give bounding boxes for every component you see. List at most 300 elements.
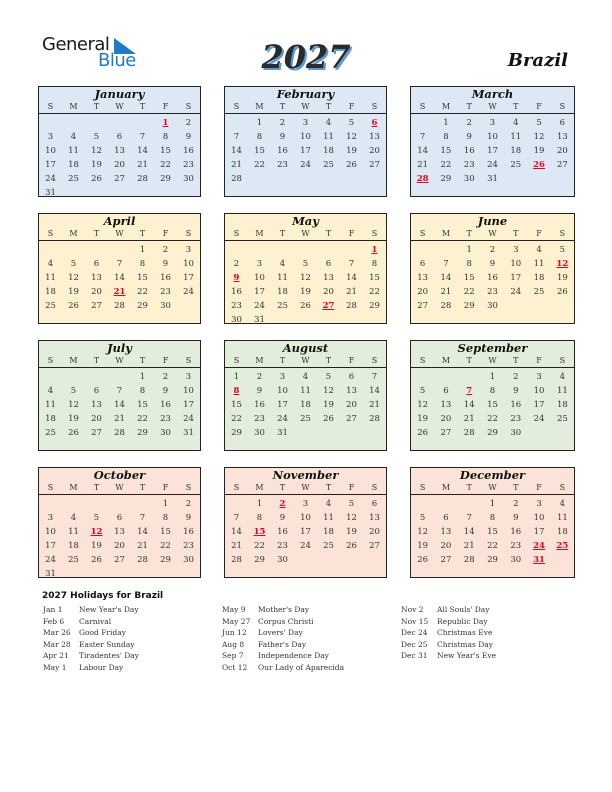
day-cell: 6 xyxy=(116,132,123,142)
empty-cell xyxy=(108,497,131,511)
weekday-label: S xyxy=(185,483,192,492)
day-cell: 27 xyxy=(417,301,429,311)
holiday-item xyxy=(401,616,496,628)
holiday-day-cell: 7 xyxy=(466,386,473,396)
day-cell: 24 xyxy=(45,555,56,565)
day-cell: 27 xyxy=(440,428,452,438)
weekday-header xyxy=(225,101,386,114)
day-cell: 9 xyxy=(466,132,472,142)
day-cell: 6 xyxy=(559,118,566,128)
holiday-day-cell: 12 xyxy=(90,527,103,537)
weekday-label: W xyxy=(301,102,310,111)
day-cell: 12 xyxy=(417,400,429,410)
day-cell: 26 xyxy=(68,301,79,311)
weekday-label: S xyxy=(371,229,378,238)
day-cell: 12 xyxy=(91,146,102,156)
day-cell: 11 xyxy=(556,513,568,523)
weekday-label: F xyxy=(162,356,169,365)
day-grid xyxy=(39,370,200,440)
day-cell: 5 xyxy=(536,118,542,128)
day-cell: 6 xyxy=(116,513,123,523)
weekday-label: T xyxy=(325,102,332,111)
day-cell: 2 xyxy=(279,118,286,128)
day-cell: 15 xyxy=(487,527,498,537)
weekday-label: S xyxy=(419,483,426,492)
day-cell: 23 xyxy=(183,541,194,551)
weekday-header xyxy=(225,482,386,495)
day-cell: 28 xyxy=(137,555,148,565)
weekday-header xyxy=(39,355,200,368)
day-cell: 28 xyxy=(369,414,380,424)
day-cell: 20 xyxy=(114,541,125,551)
empty-cell xyxy=(108,243,131,257)
weekday-label: T xyxy=(139,102,146,111)
weekday-label: T xyxy=(279,102,286,111)
day-cell: 14 xyxy=(346,273,357,283)
weekday-label: T xyxy=(466,356,472,365)
day-cell: 13 xyxy=(556,132,568,142)
day-cell: 16 xyxy=(254,400,265,410)
page-title: 2027 xyxy=(261,38,351,76)
weekday-header xyxy=(411,228,574,241)
day-cell: 20 xyxy=(440,541,452,551)
day-cell: 24 xyxy=(183,287,194,297)
day-cell: 28 xyxy=(346,301,357,311)
day-cell: 7 xyxy=(233,132,240,142)
empty-cell xyxy=(39,243,62,257)
day-cell: 24 xyxy=(183,414,194,424)
day-cell: 17 xyxy=(533,527,545,537)
logo-text-blue: Blue xyxy=(98,50,136,71)
holiday-date: Sep 7 xyxy=(222,651,244,660)
day-cell: 6 xyxy=(443,513,449,523)
weekday-label: T xyxy=(513,229,519,238)
empty-cell xyxy=(62,243,85,257)
day-cell: 18 xyxy=(68,541,79,551)
day-cell: 28 xyxy=(231,555,242,565)
day-cell: 26 xyxy=(417,428,429,438)
day-cell: 2 xyxy=(466,118,472,128)
empty-cell xyxy=(131,497,154,511)
day-cell: 16 xyxy=(277,527,288,537)
month-april xyxy=(38,213,201,324)
empty-cell xyxy=(85,116,108,130)
weekday-label: M xyxy=(441,356,451,365)
month-may xyxy=(224,213,387,324)
day-cell: 20 xyxy=(440,414,452,424)
day-cell: 3 xyxy=(256,259,263,269)
day-cell: 29 xyxy=(137,428,148,438)
weekday-label: F xyxy=(536,483,542,492)
holiday-date: May 27 xyxy=(222,616,251,626)
day-cell: 8 xyxy=(139,259,146,269)
day-cell: 25 xyxy=(323,541,334,551)
day-cell: 16 xyxy=(510,527,522,537)
day-cell: 22 xyxy=(487,541,498,551)
day-cell: 27 xyxy=(91,428,102,438)
day-cell: 8 xyxy=(466,259,472,269)
holiday-item xyxy=(43,662,139,674)
weekday-label: W xyxy=(488,229,497,238)
day-cell: 13 xyxy=(369,132,380,142)
weekday-label: F xyxy=(536,229,542,238)
day-cell: 9 xyxy=(185,132,192,142)
holiday-date: Jun 12 xyxy=(222,628,247,637)
day-cell: 22 xyxy=(440,160,452,170)
day-cell: 4 xyxy=(70,132,77,142)
day-cell: 18 xyxy=(556,527,568,537)
month-name: July xyxy=(107,341,132,355)
holiday-item xyxy=(222,662,344,674)
logo-text-general: General xyxy=(42,34,110,55)
day-cell: 2 xyxy=(489,245,496,255)
day-cell: 6 xyxy=(443,386,449,396)
day-cell: 13 xyxy=(417,273,429,283)
day-cell: 17 xyxy=(487,146,498,156)
day-cell: 10 xyxy=(183,259,194,269)
day-cell: 28 xyxy=(137,174,148,184)
day-cell: 14 xyxy=(137,146,148,156)
weekday-header xyxy=(39,228,200,241)
day-cell: 22 xyxy=(137,414,148,424)
day-cell: 18 xyxy=(277,287,288,297)
holiday-item xyxy=(222,616,344,628)
day-cell: 1 xyxy=(443,118,449,128)
holiday-date: Mar 28 xyxy=(43,639,71,649)
holiday-name: Tiradentes' Day xyxy=(79,651,139,660)
weekday-label: M xyxy=(255,483,264,492)
day-cell: 1 xyxy=(256,499,263,509)
day-cell: 15 xyxy=(137,273,148,283)
weekday-label: S xyxy=(47,102,54,111)
day-cell: 3 xyxy=(536,499,542,509)
day-cell: 20 xyxy=(556,146,568,156)
day-cell: 4 xyxy=(513,118,519,128)
day-cell: 29 xyxy=(160,555,171,565)
holiday-day-cell: 28 xyxy=(416,174,429,184)
holiday-item xyxy=(401,627,496,639)
day-cell: 13 xyxy=(91,400,102,410)
holiday-item xyxy=(222,604,344,616)
weekday-label: F xyxy=(348,229,355,238)
holiday-name: Lovers' Day xyxy=(258,628,303,637)
holiday-date: Feb 6 xyxy=(43,616,65,626)
day-cell: 15 xyxy=(440,146,452,156)
empty-cell xyxy=(85,243,108,257)
day-cell: 14 xyxy=(463,527,475,537)
day-cell: 15 xyxy=(463,273,475,283)
weekday-label: T xyxy=(513,483,519,492)
day-cell: 10 xyxy=(487,132,498,142)
day-cell: 25 xyxy=(556,414,568,424)
day-cell: 11 xyxy=(277,273,288,283)
day-cell: 25 xyxy=(510,160,522,170)
day-cell: 8 xyxy=(489,513,496,523)
holiday-day-cell: 9 xyxy=(233,273,240,283)
day-cell: 17 xyxy=(533,400,545,410)
weekday-header xyxy=(225,228,386,241)
holiday-date: Apr 21 xyxy=(43,651,69,660)
day-grid xyxy=(225,116,386,186)
day-cell: 11 xyxy=(556,386,568,396)
day-cell: 9 xyxy=(513,386,519,396)
day-cell: 23 xyxy=(277,160,288,170)
day-cell: 5 xyxy=(70,259,77,269)
weekday-label: F xyxy=(348,356,355,365)
holiday-item xyxy=(401,604,496,616)
day-cell: 30 xyxy=(277,555,288,565)
day-cell: 4 xyxy=(47,386,54,396)
day-cell: 4 xyxy=(302,372,309,382)
day-grid xyxy=(411,497,574,567)
empty-cell xyxy=(434,497,457,511)
day-cell: 27 xyxy=(369,160,380,170)
day-cell: 7 xyxy=(139,513,146,523)
day-cell: 26 xyxy=(91,174,102,184)
day-cell: 8 xyxy=(139,386,146,396)
day-cell: 9 xyxy=(513,513,519,523)
day-cell: 3 xyxy=(536,372,542,382)
day-cell: 14 xyxy=(114,400,125,410)
day-cell: 17 xyxy=(510,273,522,283)
day-cell: 13 xyxy=(91,273,102,283)
empty-cell xyxy=(108,370,131,384)
day-cell: 3 xyxy=(279,372,286,382)
holiday-date: Mar 26 xyxy=(43,628,71,637)
day-cell: 11 xyxy=(510,132,522,142)
holiday-item xyxy=(43,627,139,639)
weekday-label: S xyxy=(419,102,426,111)
day-cell: 28 xyxy=(463,555,475,565)
weekday-label: F xyxy=(162,229,169,238)
holiday-name: Carnival xyxy=(79,616,112,626)
day-cell: 1 xyxy=(162,499,169,509)
weekday-label: W xyxy=(115,102,124,111)
day-cell: 10 xyxy=(254,273,265,283)
empty-cell xyxy=(294,243,317,257)
day-cell: 3 xyxy=(513,245,519,255)
month-august xyxy=(224,340,387,451)
empty-cell xyxy=(411,497,434,511)
weekday-label: M xyxy=(69,356,78,365)
day-grid xyxy=(39,497,200,581)
day-cell: 14 xyxy=(440,273,452,283)
holiday-name: Corpus Christi xyxy=(258,616,314,626)
day-cell: 25 xyxy=(323,160,334,170)
day-cell: 31 xyxy=(45,569,56,579)
empty-cell xyxy=(434,243,457,257)
weekday-label: T xyxy=(513,102,519,111)
day-cell: 5 xyxy=(348,499,355,509)
day-cell: 19 xyxy=(533,146,545,156)
day-cell: 10 xyxy=(277,386,288,396)
day-cell: 9 xyxy=(162,259,169,269)
day-cell: 27 xyxy=(91,301,102,311)
holidays-heading: 2027 Holidays for Brazil xyxy=(42,591,164,601)
holiday-name: Christmas Eve xyxy=(437,628,493,637)
day-cell: 21 xyxy=(137,541,148,551)
day-cell: 6 xyxy=(419,259,426,269)
day-cell: 22 xyxy=(254,160,265,170)
weekday-label: T xyxy=(139,483,146,492)
day-cell: 21 xyxy=(440,287,452,297)
holidays-column xyxy=(222,604,344,673)
day-cell: 24 xyxy=(487,160,498,170)
day-cell: 30 xyxy=(160,428,171,438)
day-cell: 1 xyxy=(256,118,263,128)
day-cell: 17 xyxy=(45,541,56,551)
day-cell: 30 xyxy=(231,315,242,325)
holiday-date: Jan 1 xyxy=(43,605,63,614)
holiday-date: May 1 xyxy=(43,662,67,672)
day-cell: 23 xyxy=(231,301,242,311)
day-cell: 25 xyxy=(45,301,56,311)
day-cell: 1 xyxy=(489,499,496,509)
weekday-label: W xyxy=(115,483,124,492)
day-cell: 8 xyxy=(162,132,169,142)
holidays-column xyxy=(401,604,496,662)
weekday-label: T xyxy=(93,229,100,238)
weekday-label: F xyxy=(162,483,169,492)
day-cell: 22 xyxy=(369,287,380,297)
holiday-item xyxy=(43,639,139,651)
day-cell: 14 xyxy=(231,527,242,537)
weekday-label: S xyxy=(559,229,566,238)
day-cell: 31 xyxy=(183,428,194,438)
day-cell: 9 xyxy=(185,513,192,523)
day-cell: 18 xyxy=(45,287,56,297)
weekday-label: M xyxy=(255,102,264,111)
day-cell: 7 xyxy=(116,386,123,396)
day-cell: 22 xyxy=(160,160,171,170)
weekday-label: W xyxy=(488,356,497,365)
holiday-date: Dec 25 xyxy=(401,639,428,649)
weekday-header xyxy=(411,101,574,114)
day-cell: 18 xyxy=(323,527,334,537)
day-cell: 16 xyxy=(231,287,242,297)
holiday-date: Nov 2 xyxy=(401,605,424,614)
country-name: Brazil xyxy=(507,50,568,71)
day-cell: 17 xyxy=(45,160,56,170)
day-cell: 29 xyxy=(487,555,498,565)
weekday-label: T xyxy=(139,356,146,365)
day-cell: 24 xyxy=(254,301,265,311)
day-cell: 6 xyxy=(371,499,378,509)
day-cell: 4 xyxy=(70,513,77,523)
day-cell: 19 xyxy=(556,273,568,283)
day-cell: 15 xyxy=(254,146,265,156)
weekday-label: S xyxy=(47,483,54,492)
day-cell: 30 xyxy=(510,428,522,438)
weekday-label: T xyxy=(93,102,100,111)
holiday-item xyxy=(222,627,344,639)
holiday-name: Father's Day xyxy=(258,639,307,649)
day-cell: 10 xyxy=(300,513,311,523)
day-cell: 21 xyxy=(231,541,242,551)
day-cell: 12 xyxy=(300,273,311,283)
weekday-label: S xyxy=(185,102,192,111)
day-cell: 24 xyxy=(510,287,522,297)
day-cell: 30 xyxy=(183,174,194,184)
day-grid xyxy=(39,243,200,313)
empty-cell xyxy=(108,116,131,130)
day-cell: 27 xyxy=(369,541,380,551)
empty-cell xyxy=(85,497,108,511)
day-cell: 12 xyxy=(68,273,79,283)
day-cell: 21 xyxy=(463,414,475,424)
day-cell: 27 xyxy=(114,174,125,184)
weekday-label: M xyxy=(69,483,78,492)
day-cell: 16 xyxy=(510,400,522,410)
day-cell: 29 xyxy=(137,301,148,311)
day-cell: 22 xyxy=(160,541,171,551)
weekday-label: S xyxy=(371,356,378,365)
holiday-name: New Year's Day xyxy=(79,605,139,614)
month-name: October xyxy=(93,468,146,482)
empty-cell xyxy=(131,116,154,130)
day-cell: 30 xyxy=(183,555,194,565)
day-cell: 2 xyxy=(513,499,519,509)
month-july xyxy=(38,340,201,451)
day-cell: 10 xyxy=(510,259,522,269)
day-cell: 25 xyxy=(300,414,311,424)
empty-cell xyxy=(39,370,62,384)
month-october xyxy=(38,467,201,578)
day-cell: 24 xyxy=(45,174,56,184)
day-cell: 3 xyxy=(302,118,309,128)
holiday-day-cell: 12 xyxy=(556,259,569,269)
day-cell: 19 xyxy=(91,541,102,551)
weekday-label: S xyxy=(419,229,426,238)
empty-cell xyxy=(411,243,434,257)
holiday-item xyxy=(401,650,496,662)
day-cell: 23 xyxy=(160,287,171,297)
month-january xyxy=(38,86,201,197)
day-cell: 5 xyxy=(93,513,100,523)
day-cell: 20 xyxy=(91,414,102,424)
weekday-label: T xyxy=(279,356,286,365)
day-cell: 15 xyxy=(160,146,171,156)
day-cell: 1 xyxy=(139,245,146,255)
day-cell: 21 xyxy=(231,160,242,170)
weekday-label: S xyxy=(233,483,240,492)
weekday-header xyxy=(411,355,574,368)
day-cell: 5 xyxy=(325,372,332,382)
day-grid xyxy=(411,370,574,440)
day-cell: 7 xyxy=(348,259,355,269)
empty-cell xyxy=(85,370,108,384)
day-cell: 5 xyxy=(302,259,309,269)
month-march xyxy=(410,86,575,197)
day-cell: 13 xyxy=(323,273,334,283)
month-december xyxy=(410,467,575,578)
day-cell: 28 xyxy=(114,301,125,311)
day-cell: 24 xyxy=(533,414,545,424)
day-cell: 19 xyxy=(417,414,429,424)
empty-cell xyxy=(225,243,248,257)
day-cell: 21 xyxy=(346,287,357,297)
empty-cell xyxy=(317,243,340,257)
empty-cell xyxy=(458,370,481,384)
empty-cell xyxy=(458,497,481,511)
day-cell: 2 xyxy=(185,499,192,509)
empty-cell xyxy=(62,116,85,130)
day-cell: 11 xyxy=(533,259,545,269)
weekday-label: S xyxy=(559,356,566,365)
empty-cell xyxy=(411,116,434,130)
day-cell: 14 xyxy=(463,400,475,410)
holiday-date: Aug 8 xyxy=(222,639,245,649)
